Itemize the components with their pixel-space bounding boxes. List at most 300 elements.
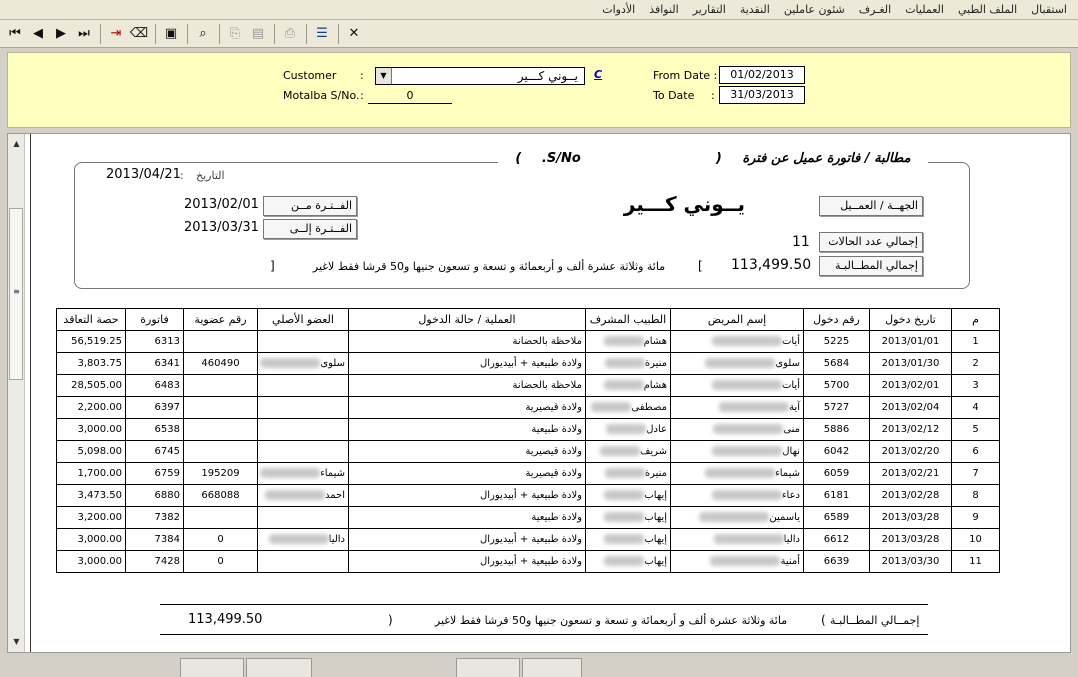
redacted-name xyxy=(265,490,325,500)
admission-date-cell xyxy=(870,397,952,419)
original-member-cell xyxy=(258,463,349,485)
menu-item-rooms[interactable]: الغـرف xyxy=(858,3,892,16)
doctor-cell-text: شريف xyxy=(639,446,667,457)
invoice-cell-text: 7382 xyxy=(154,512,180,523)
contract-share-cell xyxy=(57,485,126,507)
invoice-cell-text: 6880 xyxy=(154,490,180,501)
index-cell xyxy=(952,419,1000,441)
original-member-cell-text: داليا xyxy=(328,534,345,545)
col-doctor: الطبيب المشرف xyxy=(586,309,671,331)
page-tab[interactable] xyxy=(456,658,520,677)
contract-share-cell-text: 5,098.00 xyxy=(77,446,122,457)
invoice-cell xyxy=(126,375,184,397)
footer-total-words: مائة وثلاثة عشرة ألف و أربعمائة و تسعة و تسعون جنيها و50 قرشا فقط لاغير xyxy=(434,614,788,627)
patient-cell-text: سلوى xyxy=(775,358,800,369)
doctor-cell xyxy=(586,419,671,441)
report-date-label: التاريخ xyxy=(196,169,225,182)
admission-no-cell xyxy=(804,331,870,353)
redacted-name xyxy=(605,358,645,368)
criteria-panel xyxy=(7,52,1071,128)
operation-cell-text: ولادة قيصيرية xyxy=(525,446,582,457)
operation-cell xyxy=(349,529,586,551)
invoice-cell xyxy=(126,529,184,551)
col-contract-share: حصة التعاقد xyxy=(57,309,126,331)
report-preview xyxy=(7,133,1071,653)
invoice-cell-text: 7384 xyxy=(154,534,180,545)
patient-cell-text: منى xyxy=(783,424,800,435)
claims-table xyxy=(56,308,1000,573)
operation-cell xyxy=(349,331,586,353)
index-cell-text: 10 xyxy=(969,534,982,545)
menu-item-medical-file[interactable]: الملف الطبي xyxy=(957,3,1018,16)
exit-icon[interactable]: ⇥ xyxy=(110,26,122,41)
doctor-cell-text: منيرة xyxy=(644,358,667,369)
invoice-cell-text: 6341 xyxy=(154,358,180,369)
table-row xyxy=(57,441,1000,463)
toolbar-separator xyxy=(100,24,101,44)
client-label: الجهــة / العمــيل xyxy=(819,196,923,216)
period-from-value: 2013/02/01 xyxy=(184,197,259,212)
next-record-icon[interactable]: ▶ xyxy=(56,26,66,41)
paste-icon[interactable]: ▤ xyxy=(251,26,265,41)
original-member-cell xyxy=(258,551,349,573)
patient-cell xyxy=(671,397,804,419)
index-cell xyxy=(952,551,1000,573)
admission-no-cell xyxy=(804,397,870,419)
patient-cell xyxy=(671,375,804,397)
contract-share-cell-text: 3,000.00 xyxy=(77,556,122,567)
toolbar-separator xyxy=(155,24,156,44)
index-cell-text: 11 xyxy=(969,556,982,567)
admission-no-cell-text: 6612 xyxy=(823,534,850,545)
to-date-label: To Date xyxy=(653,89,695,102)
contract-share-cell xyxy=(57,463,126,485)
patient-cell xyxy=(671,551,804,573)
invoice-cell-text: 6745 xyxy=(154,446,180,457)
menu-item-reception[interactable]: استقبال xyxy=(1031,3,1067,16)
operation-cell-text: ولادة طبيعية xyxy=(531,512,582,523)
invoice-cell-text: 6397 xyxy=(154,402,180,413)
original-member-cell xyxy=(258,507,349,529)
zoom-selector[interactable] xyxy=(180,658,244,677)
index-cell xyxy=(952,441,1000,463)
operation-cell xyxy=(349,507,586,529)
contract-share-cell-text: 56,519.25 xyxy=(71,336,122,347)
membership-no-cell-text: 0 xyxy=(217,556,224,567)
doctor-cell xyxy=(586,441,671,463)
bottom-bar xyxy=(0,654,1078,677)
membership-no-cell xyxy=(184,331,258,353)
doctor-cell xyxy=(586,331,671,353)
admission-date-cell xyxy=(870,353,952,375)
original-member-cell xyxy=(258,331,349,353)
admission-date-cell-text: 2013/02/20 xyxy=(881,446,940,457)
redacted-name xyxy=(712,490,782,500)
membership-no-cell-text: 668088 xyxy=(201,490,240,501)
table-row xyxy=(57,353,1000,375)
doctor-cell xyxy=(586,551,671,573)
find-icon[interactable]: ⌕ xyxy=(199,26,207,41)
menu-item-operations[interactable]: العمليات xyxy=(905,3,944,16)
redacted-name xyxy=(604,380,644,390)
redacted-name xyxy=(600,446,640,456)
doctor-cell-text: هشام xyxy=(643,336,667,347)
admission-date-cell xyxy=(870,485,952,507)
contract-share-cell-text: 3,000.00 xyxy=(77,424,122,435)
index-cell-text: 3 xyxy=(972,380,979,391)
patient-cell-text: شيماء xyxy=(775,468,800,479)
customer-label: Customer xyxy=(283,69,337,82)
index-cell-text: 9 xyxy=(972,512,979,523)
menu-item-windows[interactable]: النوافذ xyxy=(649,3,679,16)
cases-label: إجمالي عدد الحالات xyxy=(819,232,923,252)
report-date-colon: : xyxy=(180,169,184,182)
menu-item-cash[interactable]: النقدية xyxy=(739,3,770,16)
redacted-name xyxy=(712,336,782,346)
patient-cell xyxy=(671,507,804,529)
c-link[interactable]: C xyxy=(594,68,603,81)
patient-cell-text: آية xyxy=(789,402,800,413)
original-member-cell xyxy=(258,529,349,551)
close-icon[interactable]: ✕ xyxy=(348,26,360,41)
redacted-name xyxy=(604,556,644,566)
invoice-cell-text: 6313 xyxy=(154,336,180,347)
patient-cell xyxy=(671,485,804,507)
patient-cell-text: نهال xyxy=(782,446,800,457)
redacted-name xyxy=(719,402,789,412)
print-icon[interactable]: ⎙ xyxy=(284,26,296,41)
invoice-cell-text: 6483 xyxy=(154,380,180,391)
scroll-up-icon[interactable]: ▲ xyxy=(13,139,20,148)
eraser-icon[interactable]: ⌫ xyxy=(129,26,149,41)
admission-date-cell xyxy=(870,507,952,529)
admission-date-cell xyxy=(870,529,952,551)
patient-cell-text: أيات xyxy=(781,336,800,347)
membership-no-cell xyxy=(184,529,258,551)
col-admission-date: تاريخ دخول xyxy=(870,309,952,331)
admission-no-cell-text: 5886 xyxy=(823,424,850,435)
index-cell xyxy=(952,485,1000,507)
admission-no-cell-text: 5700 xyxy=(823,380,850,391)
footer-total-value: 113,499.50 xyxy=(188,612,263,627)
table-row xyxy=(57,529,1000,551)
total-claim-value: 113,499.50 xyxy=(731,257,812,273)
report-title: مطالبة / فاتورة عميل عن فترة xyxy=(742,151,911,166)
menu-bar xyxy=(0,0,1078,20)
original-member-cell-text: شيماء xyxy=(320,468,345,479)
menu-item-tools[interactable]: الأدوات xyxy=(602,3,636,16)
copy-icon[interactable]: ⎘ xyxy=(229,26,241,41)
patient-cell xyxy=(671,441,804,463)
operation-cell xyxy=(349,353,586,375)
contract-share-cell-text: 3,803.75 xyxy=(77,358,122,369)
index-cell xyxy=(952,353,1000,375)
table-header-row xyxy=(57,309,1000,331)
toolbar-separator xyxy=(274,24,275,44)
membership-no-cell xyxy=(184,551,258,573)
operation-cell xyxy=(349,485,586,507)
contract-share-cell xyxy=(57,331,126,353)
admission-no-cell xyxy=(804,375,870,397)
col-operation: العملية / حالة الدخول xyxy=(349,309,586,331)
page-tab[interactable] xyxy=(246,658,312,677)
doctor-cell-text: إيهاب xyxy=(644,512,667,523)
membership-no-cell xyxy=(184,419,258,441)
redacted-name xyxy=(712,380,782,390)
redacted-name xyxy=(604,336,644,346)
doctor-cell xyxy=(586,353,671,375)
original-member-cell xyxy=(258,397,349,419)
patient-cell-text: أمنية xyxy=(780,556,800,567)
toolbar xyxy=(0,20,1078,48)
invoice-cell xyxy=(126,463,184,485)
admission-no-cell xyxy=(804,507,870,529)
total-words-close: ] xyxy=(270,259,275,273)
operation-cell xyxy=(349,463,586,485)
doctor-cell-text: مصطفى xyxy=(631,402,667,413)
invoice-cell xyxy=(126,507,184,529)
invoice-cell xyxy=(126,419,184,441)
original-member-cell-text: احمد xyxy=(325,490,345,501)
client-name: يــوني كـــير xyxy=(623,192,745,216)
invoice-cell-text: 7428 xyxy=(154,556,180,567)
redacted-name xyxy=(269,534,329,544)
admission-date-cell-text: 2013/02/01 xyxy=(881,380,940,391)
redacted-name xyxy=(605,468,645,478)
contract-share-cell-text: 3,200.00 xyxy=(77,512,122,523)
doctor-cell-text: منيرة xyxy=(644,468,667,479)
total-claim-label: إجمالي المطــالبـة xyxy=(819,256,923,276)
membership-no-cell xyxy=(184,441,258,463)
patient-cell-text: أيات xyxy=(781,380,800,391)
vertical-scrollbar[interactable] xyxy=(8,134,25,653)
contract-share-cell-text: 3,000.00 xyxy=(77,534,122,545)
operation-cell-text: ولادة طبيعية + أبيديورال xyxy=(480,556,582,567)
invoice-cell xyxy=(126,485,184,507)
operation-cell xyxy=(349,397,586,419)
table-row xyxy=(57,463,1000,485)
admission-no-cell-text: 6181 xyxy=(823,490,850,501)
membership-no-cell xyxy=(184,375,258,397)
total-words-open: [ xyxy=(698,259,703,273)
admission-date-cell-text: 2013/02/28 xyxy=(881,490,940,501)
index-cell-text: 7 xyxy=(972,468,979,479)
contract-share-cell-text: 3,473.50 xyxy=(77,490,122,501)
doctor-cell-text: إيهاب xyxy=(644,556,667,567)
index-cell-text: 8 xyxy=(972,490,979,501)
patient-cell-text: ياسمين xyxy=(769,512,800,523)
redacted-name xyxy=(712,446,782,456)
chevron-down-icon[interactable]: ▼ xyxy=(376,68,392,84)
contract-share-cell xyxy=(57,419,126,441)
original-member-cell-text: سلوى xyxy=(320,358,345,369)
table-row xyxy=(57,551,1000,573)
redacted-name xyxy=(604,534,644,544)
contract-share-cell xyxy=(57,441,126,463)
redacted-name xyxy=(710,556,780,566)
to-date-field[interactable]: 31/03/2013 xyxy=(719,86,805,104)
first-record-icon[interactable]: ⏮ xyxy=(9,26,21,41)
table-row xyxy=(57,485,1000,507)
menu-item-staff-affairs[interactable]: شئون عاملين xyxy=(783,3,845,16)
redacted-name xyxy=(606,424,646,434)
invoice-cell xyxy=(126,353,184,375)
patient-cell xyxy=(671,463,804,485)
period-from-label: الفــتـرة مــن xyxy=(263,196,357,216)
customer-colon: : xyxy=(360,69,364,82)
operation-cell xyxy=(349,441,586,463)
index-cell-text: 1 xyxy=(972,336,979,347)
patient-cell xyxy=(671,419,804,441)
membership-no-cell xyxy=(184,485,258,507)
operation-cell-text: ولادة طبيعية xyxy=(531,424,582,435)
table-row xyxy=(57,419,1000,441)
doctor-cell xyxy=(586,375,671,397)
footer-paren-open: ( xyxy=(821,613,826,627)
admission-date-cell-text: 2013/03/28 xyxy=(881,534,940,545)
operation-cell-text: ولادة طبيعية + أبيديورال xyxy=(480,490,582,501)
admission-no-cell-text: 6059 xyxy=(823,468,850,479)
redacted-name xyxy=(699,512,769,522)
redacted-name xyxy=(705,468,775,478)
serial-label: Motalba S/No. xyxy=(283,89,360,102)
title-paren-open: ( xyxy=(715,151,722,166)
doctor-cell-text: عادل xyxy=(646,424,667,435)
admission-no-cell xyxy=(804,485,870,507)
contract-share-cell xyxy=(57,353,126,375)
sn-label: S/No. xyxy=(541,151,581,166)
menu-item-reports[interactable]: التقارير xyxy=(692,3,726,16)
report-title-block xyxy=(498,151,928,171)
admission-no-cell-text: 5225 xyxy=(823,336,850,347)
customer-value: يــوني كـــير xyxy=(517,69,578,83)
membership-no-cell xyxy=(184,353,258,375)
membership-no-cell-text: 0 xyxy=(217,534,224,545)
contract-share-cell xyxy=(57,551,126,573)
contract-share-cell xyxy=(57,375,126,397)
index-cell-text: 5 xyxy=(972,424,979,435)
col-membership-no: رقم عضوية xyxy=(184,309,258,331)
membership-no-cell xyxy=(184,397,258,419)
table-row xyxy=(57,375,1000,397)
admission-no-cell-text: 6639 xyxy=(823,556,850,567)
footer-bottom-rule xyxy=(160,634,928,635)
admission-date-cell-text: 2013/01/01 xyxy=(881,336,940,347)
page-tab[interactable] xyxy=(522,658,582,677)
patient-cell xyxy=(671,331,804,353)
doctor-cell xyxy=(586,485,671,507)
admission-date-cell-text: 2013/01/30 xyxy=(881,358,940,369)
admission-date-cell-text: 2013/02/12 xyxy=(881,424,940,435)
footer-paren-close: ) xyxy=(388,613,393,627)
original-member-cell xyxy=(258,441,349,463)
from-date-field[interactable]: 01/02/2013 xyxy=(719,66,805,84)
original-member-cell xyxy=(258,419,349,441)
original-member-cell xyxy=(258,485,349,507)
index-cell xyxy=(952,397,1000,419)
redacted-name xyxy=(604,512,644,522)
col-patient: إسم المريض xyxy=(671,309,804,331)
total-words: مائة وثلاثة عشرة ألف و أربعمائة و تسعة و تسعون جنيها و50 قرشا فقط لاغير xyxy=(312,260,666,273)
invoice-cell xyxy=(126,397,184,419)
table-row xyxy=(57,331,1000,353)
admission-no-cell-text: 6589 xyxy=(823,512,850,523)
index-cell-text: 4 xyxy=(972,402,979,413)
membership-no-cell xyxy=(184,507,258,529)
operation-cell xyxy=(349,551,586,573)
title-paren-close: ) xyxy=(515,151,522,166)
patient-cell-text: دعاء xyxy=(781,490,800,501)
admission-no-cell-text: 6042 xyxy=(823,446,850,457)
invoice-cell-text: 6538 xyxy=(154,424,180,435)
invoice-cell xyxy=(126,331,184,353)
patient-cell xyxy=(671,529,804,551)
invoice-cell-text: 6759 xyxy=(154,468,180,479)
admission-date-cell xyxy=(870,441,952,463)
serial-field[interactable]: 0 xyxy=(368,88,452,104)
redacted-name xyxy=(714,534,784,544)
page-margin-line xyxy=(30,134,31,653)
admission-date-cell-text: 2013/02/21 xyxy=(881,468,940,479)
redacted-name xyxy=(604,490,644,500)
operation-cell-text: ولادة قيصيرية xyxy=(525,468,582,479)
table-row xyxy=(57,397,1000,419)
col-invoice: فاتورة xyxy=(126,309,184,331)
admission-no-cell xyxy=(804,551,870,573)
contract-share-cell xyxy=(57,507,126,529)
original-member-cell xyxy=(258,353,349,375)
index-cell xyxy=(952,463,1000,485)
customer-combo[interactable] xyxy=(375,67,585,85)
scroll-down-icon[interactable]: ▼ xyxy=(13,637,20,646)
footer-top-rule xyxy=(160,604,928,605)
toolbar-separator xyxy=(338,24,339,44)
doctor-cell xyxy=(586,507,671,529)
admission-no-cell-text: 5727 xyxy=(823,402,850,413)
toolbar-separator xyxy=(187,24,188,44)
col-original-member: العضو الأصلي xyxy=(258,309,349,331)
col-admission-no: رقم دخول xyxy=(804,309,870,331)
index-cell xyxy=(952,507,1000,529)
operation-cell xyxy=(349,419,586,441)
report-icon[interactable]: ☰ xyxy=(316,26,328,41)
admission-date-cell-text: 2013/03/28 xyxy=(881,512,940,523)
period-to-label: الفــتـرة إلــى xyxy=(263,219,357,239)
redacted-name xyxy=(713,424,783,434)
operation-cell xyxy=(349,375,586,397)
redacted-name xyxy=(260,358,320,368)
contract-share-cell-text: 1,700.00 xyxy=(77,468,122,479)
to-date-colon: : xyxy=(711,89,715,102)
admission-no-cell xyxy=(804,441,870,463)
admission-date-cell-text: 2013/03/30 xyxy=(881,556,940,567)
invoice-cell xyxy=(126,551,184,573)
cases-count: 11 xyxy=(792,234,810,250)
admission-date-cell xyxy=(870,463,952,485)
period-to-value: 2013/03/31 xyxy=(184,220,259,235)
admission-date-cell xyxy=(870,331,952,353)
admission-no-cell xyxy=(804,419,870,441)
admission-date-cell-text: 2013/02/04 xyxy=(881,402,940,413)
index-cell xyxy=(952,331,1000,353)
last-record-icon[interactable]: ⏭ xyxy=(78,26,90,41)
index-cell xyxy=(952,529,1000,551)
save-icon[interactable]: ▣ xyxy=(164,26,178,41)
prev-record-icon[interactable]: ◀ xyxy=(33,26,43,41)
admission-no-cell-text: 5684 xyxy=(823,358,850,369)
redacted-name xyxy=(705,358,775,368)
footer-total-label: إجمــالي المطــالبـة xyxy=(830,614,920,627)
